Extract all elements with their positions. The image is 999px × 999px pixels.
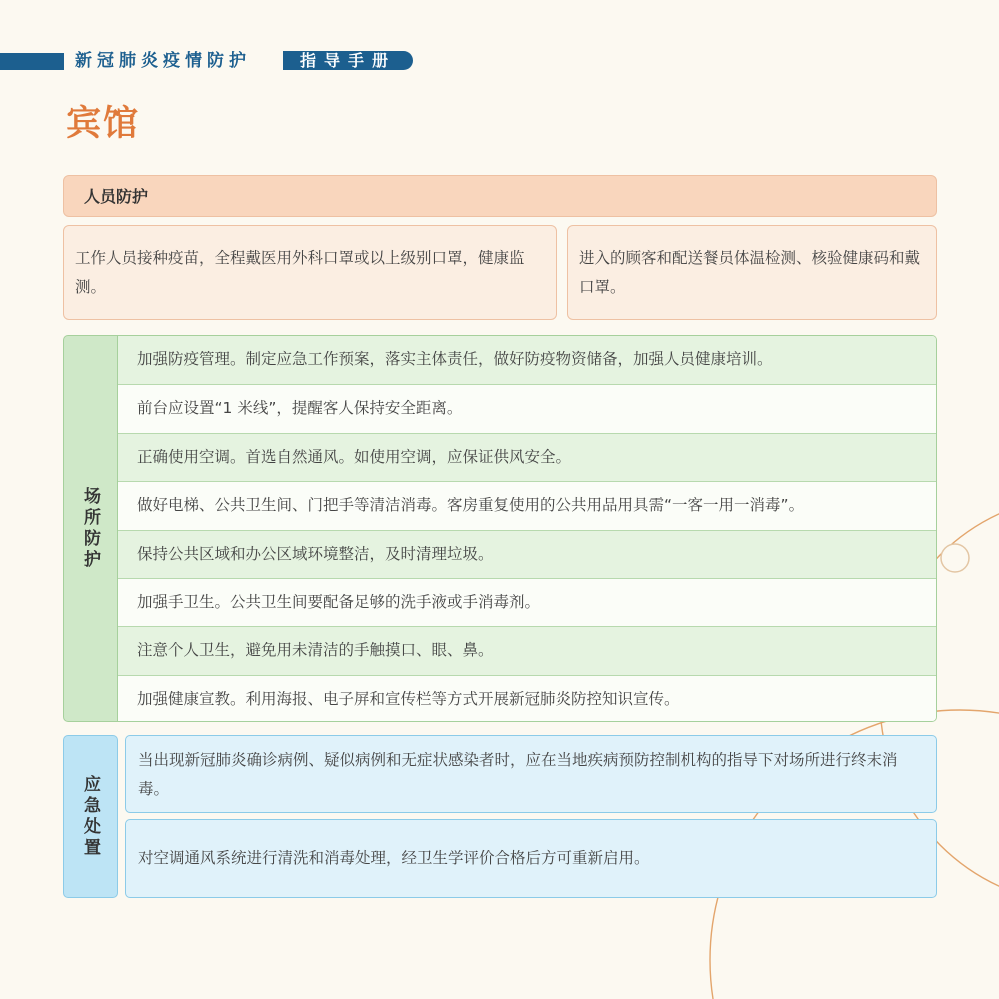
page-title: 宾馆	[66, 104, 141, 144]
personnel-section-header	[63, 175, 937, 217]
emergency-item-disinfection: 当出现新冠肺炎确诊病例、疑似病例和无症状感染者时，应在当地疾病预防控制机构的指导下对场所进行终末消毒。	[125, 735, 937, 813]
emergency-label-text: 应急处置	[80, 774, 100, 859]
header-banner	[0, 50, 420, 72]
banner-accent-bar	[0, 53, 64, 70]
personnel-item-staff: 工作人员接种疫苗，全程戴医用外科口罩或以上级别口罩，健康监测。	[63, 225, 557, 320]
list-item: 保持公共区域和办公区域环境整洁，及时清理垃圾。	[118, 530, 936, 578]
venue-protection-label	[63, 335, 118, 722]
list-item: 正确使用空调。首选自然通风。如使用空调，应保证供风安全。	[118, 433, 936, 481]
list-item: 做好电梯、公共卫生间、门把手等清洁消毒。客房重复使用的公共用品用具需“一客一用一消毒”。	[118, 481, 936, 529]
list-item: 加强手卫生。公共卫生间要配备足够的洗手液或手消毒剂。	[118, 578, 936, 626]
banner-subtitle: 指导手册	[300, 51, 397, 70]
personnel-item-customers: 进入的顾客和配送餐员体温检测、核验健康码和戴口罩。	[567, 225, 937, 320]
list-item: 加强防疫管理。制定应急工作预案，落实主体责任，做好防疫物资储备，加强人员健康培训。	[118, 336, 936, 384]
personnel-heading: 人员防护	[84, 187, 149, 206]
venue-label-text: 场所防护	[80, 486, 100, 571]
emergency-handling-label	[63, 735, 118, 898]
list-item: 前台应设置“1 米线”，提醒客人保持安全距离。	[118, 384, 936, 432]
venue-protection-list	[118, 335, 937, 722]
banner-title: 新冠肺炎疫情防护	[75, 51, 251, 71]
list-item: 注意个人卫生，避免用未清洁的手触摸口、眼、鼻。	[118, 626, 936, 674]
emergency-item-ventilation: 对空调通风系统进行清洗和消毒处理，经卫生学评价合格后方可重新启用。	[125, 819, 937, 898]
list-item: 加强健康宣教。利用海报、电子屏和宣传栏等方式开展新冠肺炎防控知识宣传。	[118, 675, 936, 722]
